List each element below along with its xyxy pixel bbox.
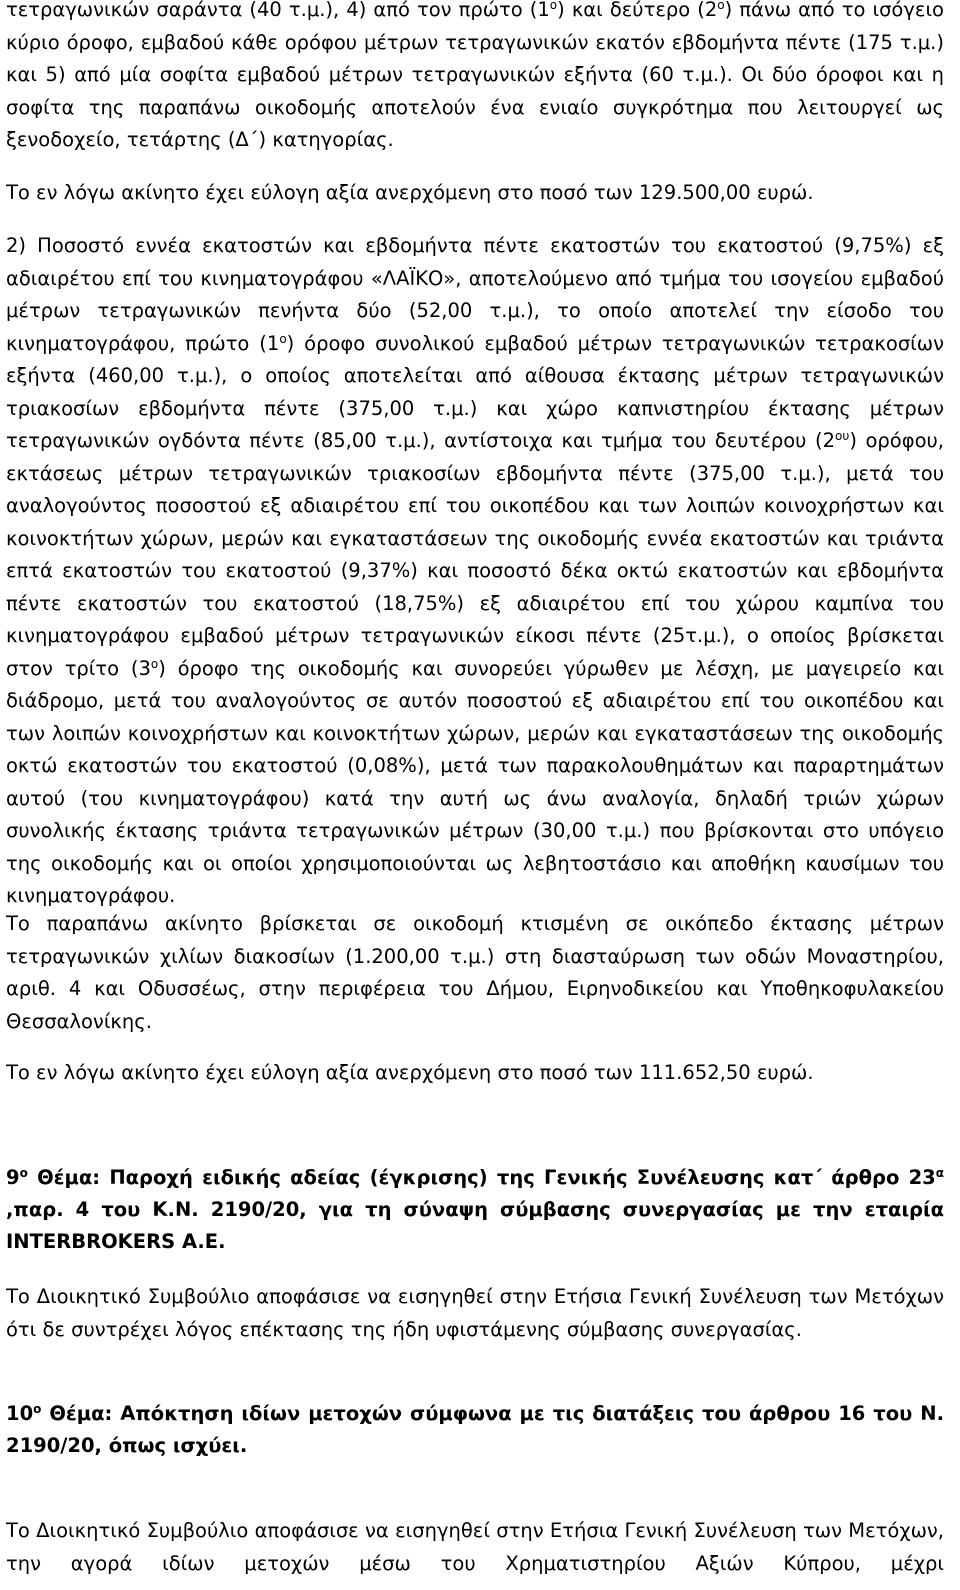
paragraph-cinema-description: 2) Ποσοστό εννέα εκατοστών και εβδομήντα πέντε εκατοστών του εκατοστού (9,75%) εξ αδιαιρέτου επί του κινηματογράφου «ΛΑΪΚΟ», αποτελούμενο από τμήμα του ισογείου εμβαδού μέτρων τετραγωνικών πενήντα δύο (52,00 τ.μ.), το οποίο αποτελεί την είσοδο του κινηματογράφου, πρώτο $(1^o)$ όροφο συνολικού εμβαδού μέτρων τετραγωνικών τετρακοσίων εξήντα (460,00 τ.μ.), ο οποίος αποτελείται από αίθουσα έκτασης μέτρων τετραγωνικών τριακοσίων εβδομήντα πέντε (375,00 τ.μ.) και χώρο καπνιστηρίου έκτασης μέτρων τετραγωνικών ογδόντα πέντε (85,00 τ.μ.), αντίστοιχα και τμήμα του δευτέρου $(2^{o\upsilon})$ ορόφου, εκτάσεως μέτρων τετραγωνικών τριακοσίων εβδομήντα πέντε (375,00 τ.μ.), μετά του αναλογούντος ποσοστού εξ αδιαιρέτου επί του οικοπέδου και των λοιπών κοινοχρήστων και κοινοκτήτων χώρων, μερών και εγκαταστάσεων της οικοδομής εννέα εκατοστών και τριάντα επτά εκατοστών του εκατοστού (9,37%) και ποσοστό δέκα οκτώ εκατοστών και εβδομήντα πέντε εκατοστών του εκατοστού (18,75%) εξ αδιαιρέτου επί του χώρου καμπίνα του κινηματογράφου εμβαδού μέτρων τετραγωνικών είκοσι πέντε (25τ.μ.), ο οποίος βρίσκεται στον τρίτο $(3^o)$ όροφο της οικοδομής και συνορεύει γύρωθεν με λέσχη, με μαγειρείο και διάδρομο, μετά του αναλογούντος σε αυτόν ποσοστού εξ αδιαιρέτου επί του οικοπέδου και των λοιπών κοινοχρήστων και κοινοκτήτων χώρων, μερών και εγκαταστάσεων της οικοδομής οκτώ εκατοστών του εκατοστού (0,08%), μετά των παρακολουθημάτων και παραρτημάτων αυτού (του κινηματογράφου) κατά την αυτή ως άνω αναλογία, δηλαδή τριών χώρων συνολικής έκτασης τριάντα τετραγωνικών μέτρων (30,00 τ.μ.) που βρίσκονται στο υπόγειο της οικοδομής και οι οποίοι χρησιμοποιούνται ως λεβητοστάσιο και αποθήκη καυσίμων του κινηματογράφου. [6,234,945,907]
paragraph-property-location: Το παραπάνω ακίνητο βρίσκεται σε οικοδομή κτισμένη σε οικόπεδο έκτασης μέτρων τετραγωνικών χιλίων διακοσίων (1.200,00 τ.μ.) στη διασταύρωση των οδών Μοναστηρίου, αριθ. 4 και Οδυσσέως, στην περιφέρεια του Δήμου, Ειρηνοδικείου και Υποθηκοφυλακείου Θεσσαλονίκης. [6,912,944,1033]
paragraph-hotel-description: τετραγωνικών σαράντα (40 τ.μ.), 4) από τον πρώτο $(1^o)$ και δεύτερο $(2^o)$ πάνω από το ισόγειο κύριο όροφο, εμβαδού κάθε ορόφου μέτρων τετραγωνικών εκατόν εβδομήντα πέντε (175 τ.μ.) και 5) από μία σοφίτα εμβαδού μέτρων τετραγωνικών εξήντα (60 τ.μ.). Οι δύο όροφοι και η σοφίτα της παραπάνω οικοδομής αποτελούν ένα ενιαίο συγκρότημα που λειτουργεί ως ξενοδοχείο, τετάρτης (Δ΄) κατηγορίας. [6,0,944,151]
paragraph-item-10-decision: Το Διοικητικό Συμβούλιο αποφάσισε να εισηγηθεί στην Ετήσια Γενική Συνέλευση των Μετόχων, την αγορά ιδίων μετοχών μέσω του Χρηματιστηρίου Αξιών Κύπρου, μέχρι [6,1519,944,1575]
heading-item-9: $9^o$ Θέμα: Παροχή ειδικής αδείας (έγκρισης) της Γενικής Συνέλευσης κατ΄ άρθρο $23^\alpha$ ,παρ. 4 του Κ.Ν. 2190/20, για τη σύναψη σύμβασης συνεργασίας με την εταιρία INTERBROKERS A.E. [6,1166,944,1253]
paragraph-item-9-decision: Το Διοικητικό Συμβούλιο αποφάσισε να εισηγηθεί στην Ετήσια Γενική Συνέλευση των Μετόχων ότι δε συντρέχει λόγος επέκτασης της ήδη υφιστάμενης σύμβασης συνεργασίας. [6,1285,944,1341]
heading-item-10: $10^o$ Θέμα: Απόκτηση ιδίων μετοχών σύμφωνα με τις διατάξεις του άρθρου 16 του Ν. 2190/20, όπως ισχύει. [6,1402,944,1457]
paragraph-cinema-value: Το εν λόγω ακίνητο έχει εύλογη αξία ανερχόμενη στο ποσό των 111.652,50 ευρώ. [6,1061,814,1084]
paragraph-hotel-value: Το εν λόγω ακίνητο έχει εύλογη αξία ανερχόμενη στο ποσό των 129.500,00 ευρώ. [6,181,814,204]
